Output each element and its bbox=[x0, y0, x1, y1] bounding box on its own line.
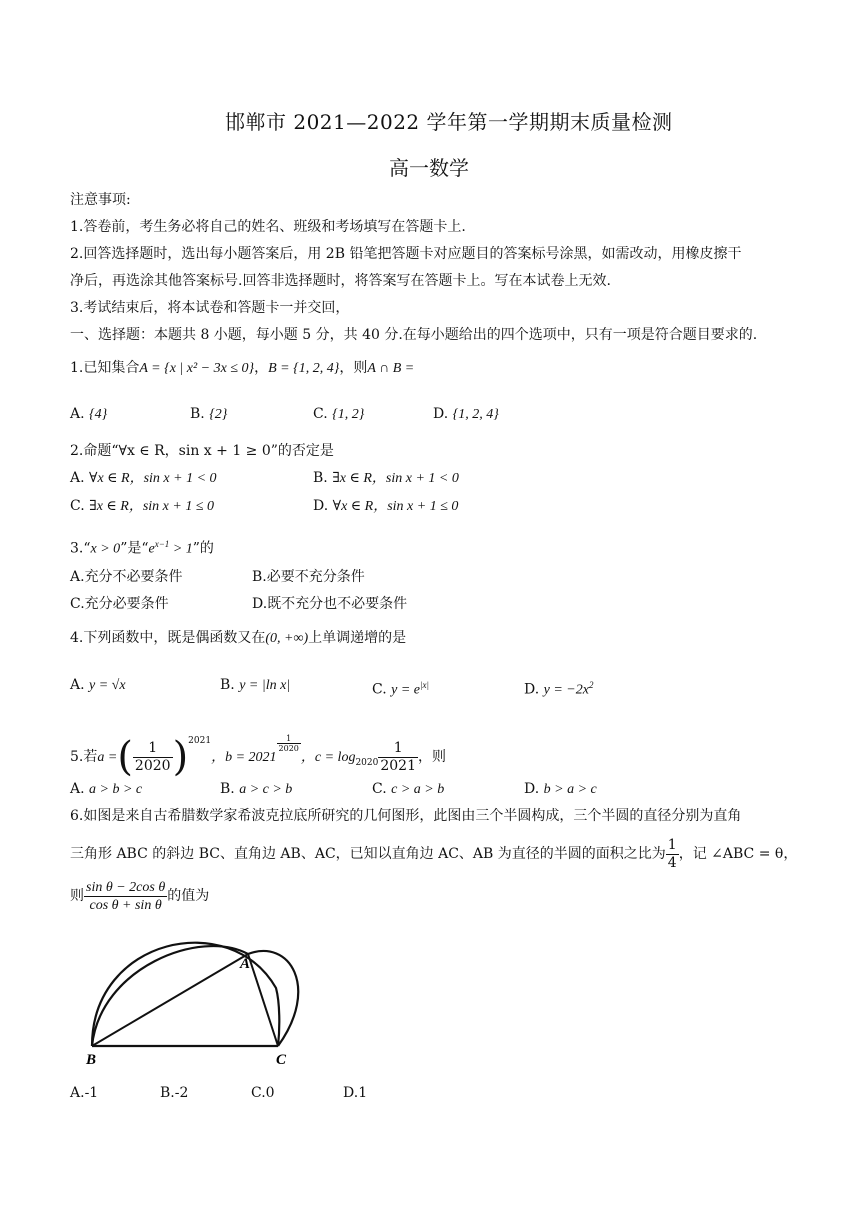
q1-option-c: C. {1, 2} bbox=[313, 406, 365, 422]
q1-option-b: B. {2} bbox=[190, 406, 228, 422]
q6-option-a: A.-1 bbox=[70, 1085, 99, 1101]
label-c: C bbox=[276, 1052, 287, 1068]
page-subtitle: 高一数学 bbox=[389, 156, 469, 180]
q1-sep: ， bbox=[254, 360, 269, 376]
q6-expression-fraction: $\frac{\text{sin θ − 2cos θ}}{\text{cos θ + sin θ}}$ bbox=[86, 879, 166, 913]
q3-option-d: D.既不充分也不必要条件 bbox=[252, 596, 408, 612]
question-5-stem: 5.若a =( $\frac{1}{2020}$ )$^{2021}$，b = 2021 $\frac{1}{2020}$ ，$c = \log_{2020}$ $\frac{1}{2021}$ ，则 bbox=[70, 734, 446, 780]
q5-option-c: C. c > a > b bbox=[372, 781, 445, 797]
notice-item-3: 3.考试结束后，将本试卷和答题卡一并交回， bbox=[70, 300, 350, 316]
q6-option-b: B.-2 bbox=[160, 1085, 189, 1101]
question-2-stem: 2.命题“∀x ∈ R，sin x + 1 ≥ 0”的否定是 bbox=[70, 443, 334, 459]
q4-option-b: B. y = |ln x| bbox=[220, 677, 291, 693]
question-3-stem: 3.“x > 0”是“$e^{x-1} > 1$”的 bbox=[70, 539, 214, 557]
question-1-stem bbox=[70, 358, 414, 379]
q5-a-fraction: $\frac{1}{2020}$ bbox=[134, 739, 171, 774]
q1-set-b: B = {1, 2, 4} bbox=[268, 361, 340, 376]
q1-suffix: ，则 bbox=[339, 360, 368, 376]
q5-option-b: B. a > c > b bbox=[220, 781, 293, 797]
q2-option-a: A. ∀x ∈ R，sin x + 1 < 0 bbox=[70, 470, 217, 486]
page-title: 邯郸市 2021—2022 学年第一学期期末质量检测 bbox=[225, 110, 673, 134]
side-ab bbox=[92, 954, 251, 1046]
semicircle-ab bbox=[92, 946, 251, 1046]
q6-ratio-fraction: $\frac{1}{4}$ bbox=[667, 836, 677, 871]
notice-item-2a: 2.回答选择题时，选出每小题答案后，用 2B 铅笔把答题卡对应题目的答案标号涂黑，如需改动，用橡皮擦干 bbox=[70, 246, 742, 262]
notice-item-2b: 净后，再选涂其他答案标号.回答非选择题时，将答案写在答题卡上。写在本试卷上无效. bbox=[70, 273, 611, 289]
question-4-stem: 4.下列函数中，既是偶函数又在(0, +∞)上单调递增的是 bbox=[70, 630, 407, 646]
notice-heading: 注意事项: bbox=[70, 192, 131, 208]
question-6-line-1: 6.如图是来自古希腊数学家希波克拉底所研究的几何图形，此图由三个半圆构成，三个半圆的直径分别为直角 bbox=[70, 808, 742, 824]
side-ac bbox=[248, 954, 278, 1046]
hippocrates-figure bbox=[80, 918, 320, 1068]
q2-option-c: C. ∃x ∈ R，sin x + 1 ≤ 0 bbox=[70, 498, 215, 514]
section-header: 一、选择题：本题共 8 小题，每小题 5 分，共 40 分.在每小题给出的四个选项中，只有一项是符合题目要求的. bbox=[70, 327, 758, 343]
q1-ask: A ∩ B = bbox=[367, 361, 415, 376]
q1-set-a: A = {x | x² − 3x ≤ 0} bbox=[139, 361, 255, 376]
q3-option-b: B.必要不充分条件 bbox=[252, 569, 365, 585]
q1-prefix: 1.已知集合 bbox=[70, 360, 140, 376]
q1-option-d: D. {1, 2, 4} bbox=[433, 406, 499, 422]
q2-option-b: B. ∃x ∈ R，sin x + 1 < 0 bbox=[313, 470, 459, 486]
question-6-line-3: 则 $\frac{\text{sin θ − 2cos θ}}{\text{cos θ + sin θ}}$ 的值为 bbox=[70, 879, 210, 913]
q5-option-a: A. a > b > c bbox=[70, 781, 143, 797]
label-a: A bbox=[240, 956, 251, 972]
q5-option-d: D. b > a > c bbox=[524, 781, 597, 797]
q5-b-exponent: $\frac{1}{2020}$ bbox=[278, 734, 299, 753]
question-6-line-2: 三角形 ABC 的斜边 BC、直角边 AB、AC，已知以直角边 AC、AB 为直径的半圆的面积之比为 $\frac{1}{4}$ ，记 ∠ABC = θ， bbox=[70, 836, 798, 871]
q4-option-d: D. $y = -2x^2$ bbox=[524, 680, 594, 698]
q3-option-a: A.充分不必要条件 bbox=[70, 569, 183, 585]
label-b: B bbox=[86, 1052, 97, 1068]
q5-c-fraction: $\frac{1}{2021}$ bbox=[380, 739, 416, 774]
q4-option-a: A. y = √x bbox=[70, 677, 126, 693]
q6-option-d: D.1 bbox=[343, 1085, 368, 1101]
q6-option-c: C.0 bbox=[251, 1085, 275, 1101]
q4-option-c: C. $y = e^{|x|}$ bbox=[372, 680, 429, 698]
q1-option-a: A. {4} bbox=[70, 406, 108, 422]
q2-option-d: D. ∀x ∈ R，sin x + 1 ≤ 0 bbox=[313, 498, 459, 514]
q3-option-c: C.充分必要条件 bbox=[70, 596, 169, 612]
notice-item-1: 1.答卷前，考生务必将自己的姓名、班级和考场填写在答题卡上. bbox=[70, 219, 466, 235]
